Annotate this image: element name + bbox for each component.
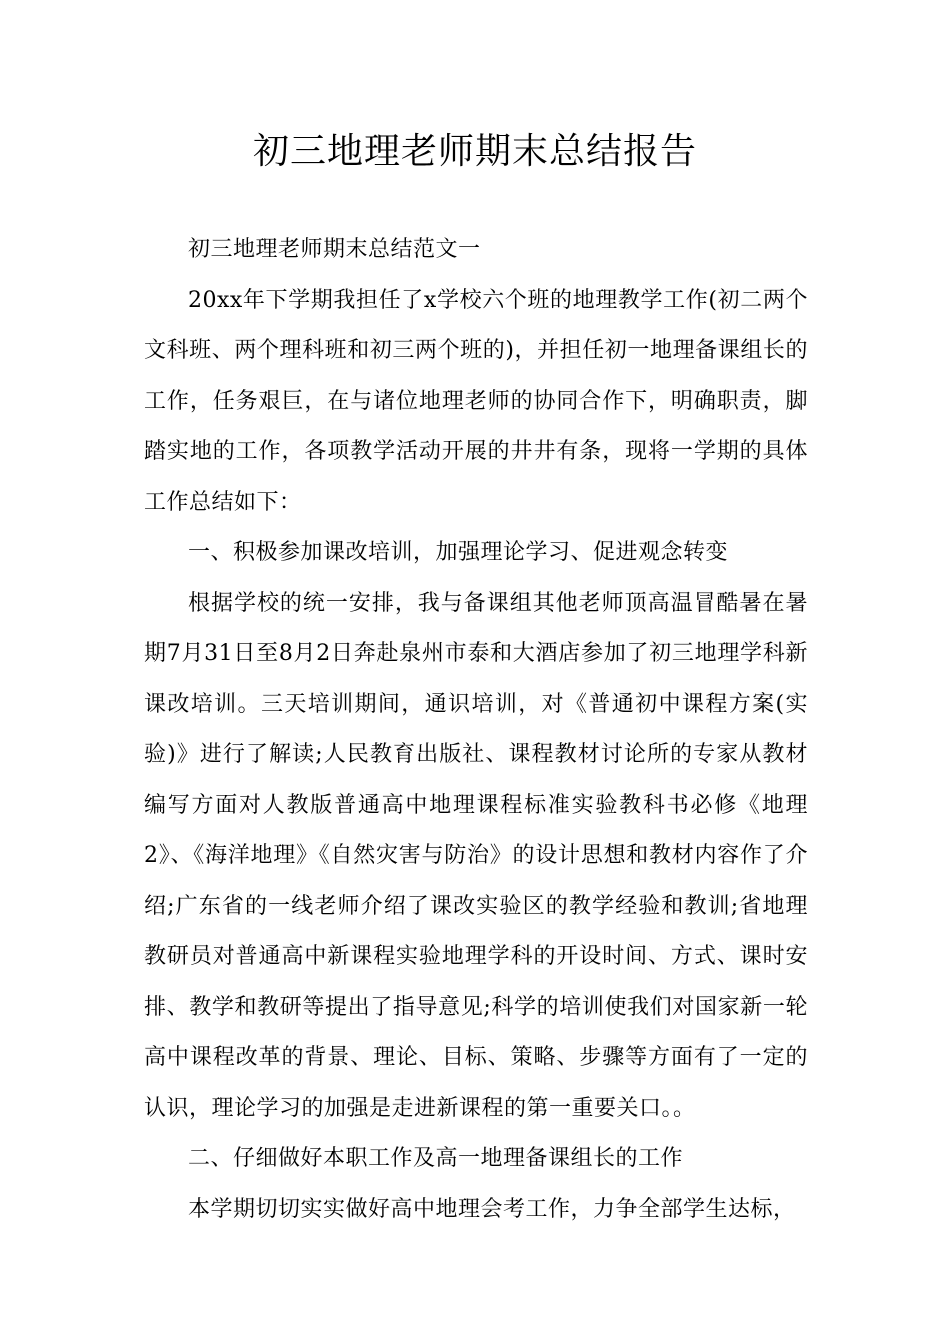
section-2-paragraph: 本学期切切实实做好高中地理会考工作，力争全部学生达标，: [188, 1196, 796, 1222]
document-title: 初三地理老师期末总结报告: [252, 131, 697, 172]
section-heading-2: 二、仔细做好本职工作及高一地理备课组长的工作: [188, 1146, 684, 1171]
section-heading-1: 一、积极参加课改培训，加强理论学习、促进观念转变: [188, 540, 729, 565]
intro-paragraph: 20xx年下学期我担任了x学校六个班的地理教学工作(初二两个文科班、两个理科班和初三两个班的)，并担任初一地理备课组长的工作，任务艰巨，在与诸位地理老师的协同合作下，明确职责，脚踏实地的工作，各项教学活动开展的井井有条，现将一学期的具体工作总结如下：: [144, 287, 808, 515]
document-body: [144, 225, 808, 1235]
section-1-paragraph: 根据学校的统一安排，我与备课组其他老师顶高温冒酷暑在暑期7月31日至8月2日奔赴泉州市泰和大酒店参加了初三地理学科新课改培训。三天培训期间，通识培训，对《普通初中课程方案(实验)》进行了解读;人民教育出版社、课程教材讨论所的专家从教材编写方面对人教版普通高中地理课程标准实验教科书必修《地理2》、《海洋地理》《自然灾害与防治》的设计思想和教材内容作了介绍;广东省的一线老师介绍了课改实验区的教学经验和教训;省地理教研员对普通高中新课程实验地理学科的开设时间、方式、课时安排、教学和教研等提出了指导意见;科学的培训使我们对国家新一轮高中课程改革的背景、理论、目标、策略、步骤等方面有了一定的认识，理论学习的加强是走进新课程的第一重要关口。。: [144, 590, 808, 1121]
subtitle-paragraph: 初三地理老师期末总结范文一: [188, 237, 481, 262]
